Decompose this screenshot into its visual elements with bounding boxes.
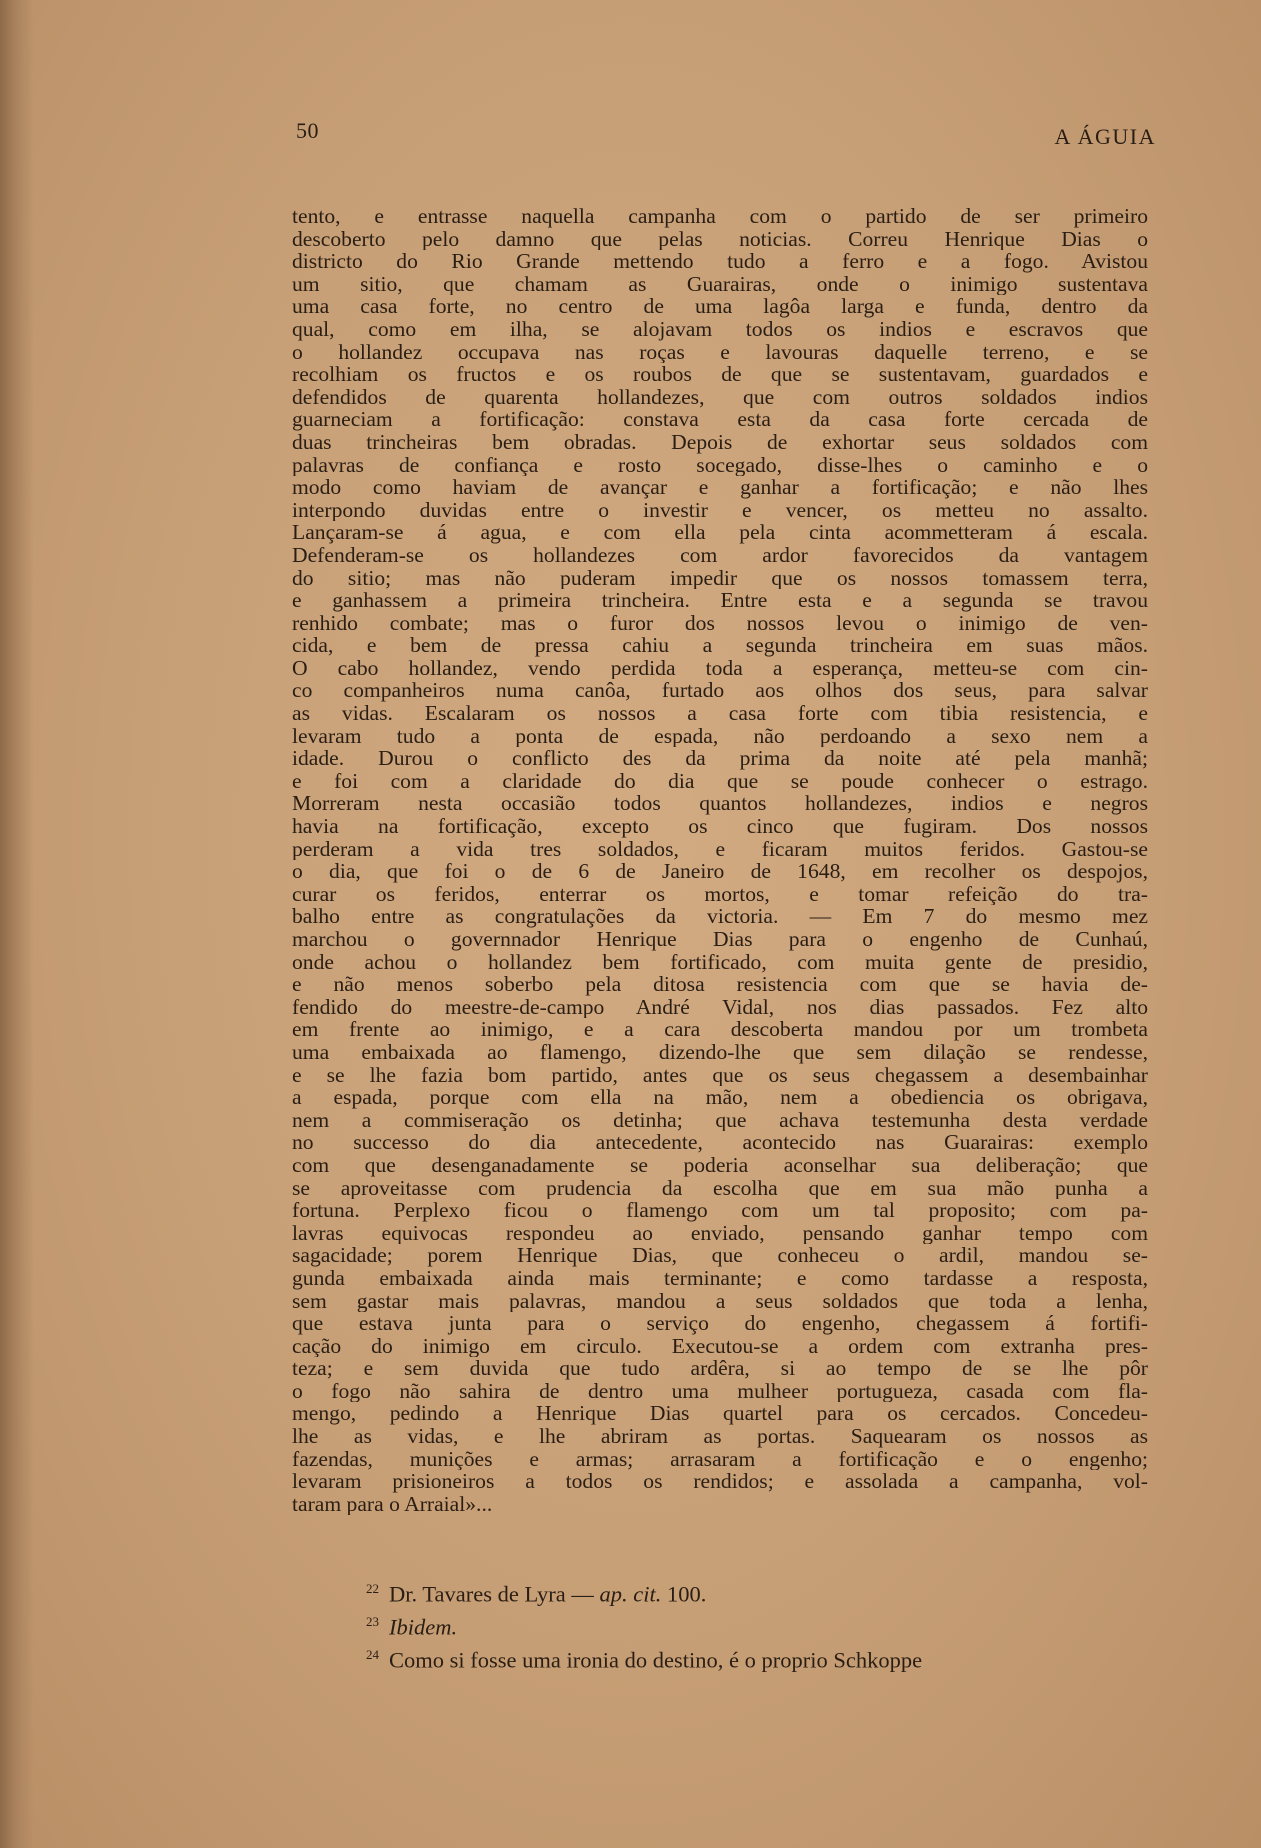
page-edge-shadow: [0, 0, 34, 1848]
text-line: descoberto pelo damno que pelas noticias. Correu Henrique Dias o: [292, 227, 1148, 251]
text-line: um sitio, que chamam as Guarairas, onde o inimigo sustentava: [292, 272, 1148, 296]
running-head: A ÁGUIA: [1054, 124, 1156, 149]
footnote: [366, 1572, 1152, 1605]
text-line: recolhiam os fructos e os roubos de que se sustentavam, guardados e: [292, 363, 1148, 386]
page-header: [296, 118, 1156, 148]
text-line: lhe as vidas, e lhe abriram as portas. Saquearam os nossos as: [292, 1425, 1148, 1448]
text-line: com que desenganadamente se poderia aconselhar sua deliberação; que: [292, 1153, 1148, 1177]
text-line: nem a commiseração os detinha; que achava testemunha desta verdade: [292, 1108, 1148, 1132]
text-line: teza; e sem duvida que tudo ardêra, si ao tempo de se lhe pôr: [292, 1357, 1148, 1380]
text-line: uma casa forte, no centro de uma lagôa larga e funda, dentro da: [292, 295, 1148, 318]
text-line: cação do inimigo em circulo. Executou-se a ordem com extranha pres-: [292, 1334, 1148, 1358]
text-line: mengo, pedindo a Henrique Dias quartel para os cercados. Concedeu-: [292, 1402, 1148, 1426]
text-line: levaram tudo a ponta de espada, não perdoando a sexo nem a: [292, 724, 1148, 748]
text-line: fazendas, munições e armas; arrasaram a fortificação e o engenho;: [292, 1447, 1148, 1471]
text-line: districto do Rio Grande mettendo tudo a ferro e a fogo. Avistou: [292, 250, 1148, 273]
text-line: curar os feridos, enterrar os mortos, e tomar refeição do tra-: [292, 882, 1148, 906]
text-line: Lançaram-se á agua, e com ella pela cinta acommetteram á escala.: [292, 521, 1148, 544]
text-line: perderam a vida tres soldados, e ficaram muitos feridos. Gastou-se: [292, 837, 1148, 861]
text-line: gunda embaixada ainda mais terminante; e como tardasse a resposta,: [292, 1266, 1148, 1290]
footnote-number: 22: [366, 1581, 379, 1596]
body-text: [292, 205, 1148, 1515]
text-line: qual, como em ilha, se alojavam todos os indios e escravos que: [292, 317, 1148, 341]
text-line: sem gastar mais palavras, mandou a seus soldados que toda a lenha,: [292, 1289, 1148, 1313]
text-line: renhido combate; mas o furor dos nossos levou o inimigo de ven-: [292, 611, 1148, 635]
text-line: o dia, que foi o de 6 de Janeiro de 1648, em recolher os despojos,: [292, 860, 1148, 883]
page-number: 50: [296, 118, 319, 143]
text-line: no successo do dia antecedente, acontecido nas Guarairas: exemplo: [292, 1131, 1148, 1154]
text-line: as vidas. Escalaram os nossos a casa forte com tibia resistencia, e: [292, 702, 1148, 725]
text-line: levaram prisioneiros a todos os rendidos; e assolada a campanha, vol-: [292, 1470, 1148, 1493]
footnote: [366, 1638, 1152, 1671]
text-line: fendido do meestre-de-campo André Vidal, nos dias passados. Fez alto: [292, 995, 1148, 1019]
text-line: se aproveitasse com prudencia da escolha que em sua mão punha a: [292, 1176, 1148, 1200]
footnote-number: 23: [366, 1614, 379, 1629]
text-line: interpondo duvidas entre o investir e vencer, os metteu no assalto.: [292, 498, 1148, 522]
text-line: co companheiros numa canôa, furtado aos olhos dos seus, para salvar: [292, 679, 1148, 703]
text-line: sagacidade; porem Henrique Dias, que conheceu o ardil, mandou se-: [292, 1244, 1148, 1267]
text-line: O cabo hollandez, vendo perdida toda a esperança, metteu-se com cin-: [292, 656, 1148, 680]
text-line: e ganhassem a primeira trincheira. Entre esta e a segunda se travou: [292, 589, 1148, 612]
text-line: Morreram nesta occasião todos quantos hollandezes, indios e negros: [292, 792, 1148, 816]
text-line: modo como haviam de avançar e ganhar a fortificação; e não lhes: [292, 476, 1148, 499]
text-line: duas trincheiras bem obradas. Depois de exhortar seus soldados com: [292, 430, 1148, 454]
text-line: lavras equivocas respondeu ao enviado, pensando ganhar tempo com: [292, 1221, 1148, 1245]
footnotes: [366, 1572, 1152, 1671]
text-line: cida, e bem de pressa cahiu a segunda trincheira em suas mãos.: [292, 634, 1148, 657]
text-line: que estava junta para o serviço do engenho, chegassem á fortifi-: [292, 1312, 1148, 1335]
text-line: do sitio; mas não puderam impedir que os nossos tomassem terra,: [292, 566, 1148, 590]
text-line: o hollandez occupava nas roças e lavouras daquelle terreno, e se: [292, 340, 1148, 364]
text-line: balho entre as congratulações da victoria. — Em 7 do mesmo mez: [292, 905, 1148, 928]
text-line: tento, e entrasse naquella campanha com o partido de ser primeiro: [292, 205, 1148, 228]
text-line: e não menos soberbo pela ditosa resistencia com que se havia de-: [292, 973, 1148, 996]
footnote: [366, 1605, 1152, 1638]
text-line: idade. Durou o conflicto des da prima da noite até pela manhã;: [292, 747, 1148, 770]
text-line: guarneciam a fortificação: constava esta da casa forte cercada de: [292, 408, 1148, 431]
text-line: onde achou o hollandez bem fortificado, com muita gente de presidio,: [292, 950, 1148, 974]
footnote-text: Dr. Tavares de Lyra — ap. cit. 100.: [389, 1581, 707, 1607]
text-line: Defenderam-se os hollandezes com ardor favorecidos da vantagem: [292, 543, 1148, 567]
text-line: e foi com a claridade do dia que se poude conhecer o estrago.: [292, 769, 1148, 793]
text-line: havia na fortificação, excepto os cinco que fugiram. Dos nossos: [292, 815, 1148, 838]
footnote-text: Ibidem.: [389, 1614, 458, 1640]
footnote-text: Como si fosse uma ironia do destino, é o proprio Schkoppe: [389, 1647, 923, 1673]
footnote-number: 24: [366, 1647, 379, 1662]
text-line: o fogo não sahira de dentro uma mulheer portugueza, casada com fla-: [292, 1379, 1148, 1403]
text-line: marchou o governnador Henrique Dias para o engenho de Cunhaú,: [292, 928, 1148, 951]
text-line: em frente ao inimigo, e a cara descoberta mandou por um trombeta: [292, 1018, 1148, 1041]
text-line: defendidos de quarenta hollandezes, que com outros soldados indios: [292, 385, 1148, 409]
text-line: a espada, porque com ella na mão, nem a obediencia os obrigava,: [292, 1086, 1148, 1109]
text-line: fortuna. Perplexo ficou o flamengo com um tal proposito; com pa-: [292, 1199, 1148, 1222]
text-line: taram para o Arraial»...: [292, 1492, 493, 1516]
text-line: palavras de confiança e rosto socegado, disse-lhes o caminho e o: [292, 453, 1148, 477]
text-line: uma embaixada ao flamengo, dizendo-lhe que sem dilação se rendesse,: [292, 1040, 1148, 1064]
text-line: e se lhe fazia bom partido, antes que os seus chegassem a desembainhar: [292, 1063, 1148, 1087]
